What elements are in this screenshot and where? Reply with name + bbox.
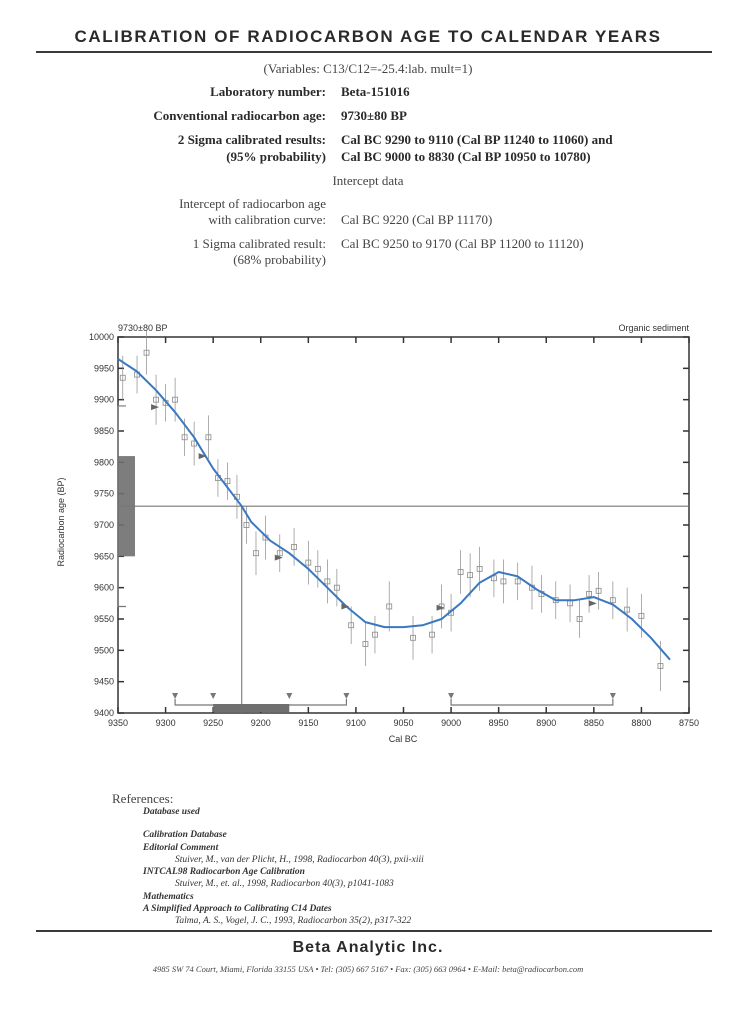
y-tick-label: 9550 — [93, 614, 114, 624]
intercept-label-1: Intercept of radiocarbon age — [179, 196, 326, 211]
reference-line: Stuiver, M., van der Plicht, H., 1998, Radiocarbon 40(3), pxii-xiii — [175, 855, 424, 865]
x-tick-label: 9250 — [203, 718, 224, 728]
calibration-chart — [0, 315, 736, 755]
x-tick-label: 8950 — [488, 718, 509, 728]
y-tick-label: 10000 — [88, 332, 114, 342]
y-tick-label: 9700 — [93, 520, 114, 530]
intercept-heading: Intercept data — [332, 173, 404, 188]
curve-marker — [199, 453, 207, 459]
reference-line: Talma, A. S., Vogel, J. C., 1993, Radiocarbon 35(2), p317-322 — [175, 916, 412, 926]
y-tick-label: 9450 — [93, 676, 114, 687]
age-label: Conventional radiocarbon age: — [153, 108, 326, 123]
curve-marker — [151, 404, 159, 410]
x-tick-label: 9000 — [441, 718, 462, 728]
range-end-marker — [172, 693, 178, 699]
x-tick-label: 8900 — [536, 718, 557, 728]
reference-line: INTCAL98 Radiocarbon Age Calibration — [143, 867, 305, 877]
company-name: Beta Analytic Inc. — [292, 939, 444, 956]
sigma1-calendar-bar — [213, 704, 289, 712]
footer-divider — [36, 930, 712, 932]
y-axis-label: Radiocarbon age (BP) — [56, 477, 66, 567]
sigma1-label: 1 Sigma calibrated result: — [192, 236, 326, 251]
sigma2-label: 2 Sigma calibrated results: — [177, 132, 326, 147]
reference-line: Database used — [143, 807, 200, 817]
intercept-label-2: with calibration curve: — [208, 212, 326, 227]
reference-line: Calibration Database — [143, 830, 227, 840]
sigma1-value: Cal BC 9250 to 9170 (Cal BP 11200 to 11120) — [341, 236, 584, 251]
range-end-marker — [210, 693, 216, 699]
x-tick-label: 8850 — [583, 718, 604, 728]
company-address: 4985 SW 74 Court, Miami, Florida 33155 USA • Tel: (305) 667 5167 • Fax: (305) 663 0964 • E-Mail: beta@radiocarbon.com — [152, 964, 584, 974]
age-value: 9730±80 BP — [341, 108, 407, 123]
lab-number-value: Beta-151016 — [341, 84, 410, 99]
references-heading: References: — [112, 791, 174, 806]
x-tick-label: 9300 — [155, 718, 176, 728]
calibration-curve — [118, 359, 670, 660]
reference-line: Stuiver, M., et. al., 1998, Radiocarbon 40(3), p1041-1083 — [175, 879, 394, 889]
x-axis-label: Cal BC — [388, 734, 418, 744]
lab-number-label: Laboratory number: — [210, 84, 326, 99]
x-tick-label: 9200 — [250, 718, 271, 728]
y-tick-label: 9650 — [93, 551, 114, 562]
range-end-marker — [610, 693, 616, 699]
x-tick-label: 9050 — [393, 718, 414, 728]
x-tick-label: 9100 — [345, 718, 366, 728]
chart-title-left: 9730±80 BP — [118, 323, 168, 333]
x-tick-label: 9150 — [298, 718, 319, 728]
reference-line: Mathematics — [143, 892, 194, 902]
y-tick-label: 9600 — [93, 582, 114, 593]
curve-marker — [589, 600, 597, 606]
plot-frame — [118, 337, 689, 713]
y-tick-label: 9950 — [93, 363, 114, 374]
sigma2-calendar-bracket — [451, 699, 613, 705]
reference-line: A Simplified Approach to Calibrating C14 Dates — [143, 904, 332, 914]
range-end-marker — [343, 693, 349, 699]
y-tick-label: 9850 — [93, 426, 114, 436]
x-tick-label: 8800 — [631, 718, 652, 728]
variables-line: (Variables: C13/C12=-25.4:lab. mult=1) — [263, 61, 473, 76]
sigma2-value-1: Cal BC 9290 to 9110 (Cal BP 11240 to 11060) and — [341, 132, 613, 147]
y-tick-label: 9900 — [93, 394, 114, 405]
page-title: CALIBRATION OF RADIOCARBON AGE TO CALENDAR YEARS — [74, 27, 662, 46]
curve-marker — [437, 605, 445, 611]
range-end-marker — [286, 693, 292, 699]
y-tick-label: 9750 — [93, 488, 114, 499]
y-tick-label: 9400 — [93, 708, 114, 718]
y-tick-label: 9800 — [93, 457, 114, 468]
header-divider — [36, 51, 712, 53]
y-tick-label: 9500 — [93, 645, 114, 656]
sigma2-value-2: Cal BC 9000 to 8830 (Cal BP 10950 to 10780) — [341, 149, 591, 164]
sigma2-probability: (95% probability) — [226, 149, 326, 164]
reference-line: Editorial Comment — [143, 843, 219, 853]
chart-title-right: Organic sediment — [618, 323, 689, 333]
x-tick-label: 8750 — [678, 718, 700, 728]
x-tick-label: 9350 — [107, 718, 129, 728]
range-end-marker — [448, 693, 454, 699]
intercept-value: Cal BC 9220 (Cal BP 11170) — [341, 212, 493, 227]
sigma1-probability: (68% probability) — [233, 252, 326, 267]
